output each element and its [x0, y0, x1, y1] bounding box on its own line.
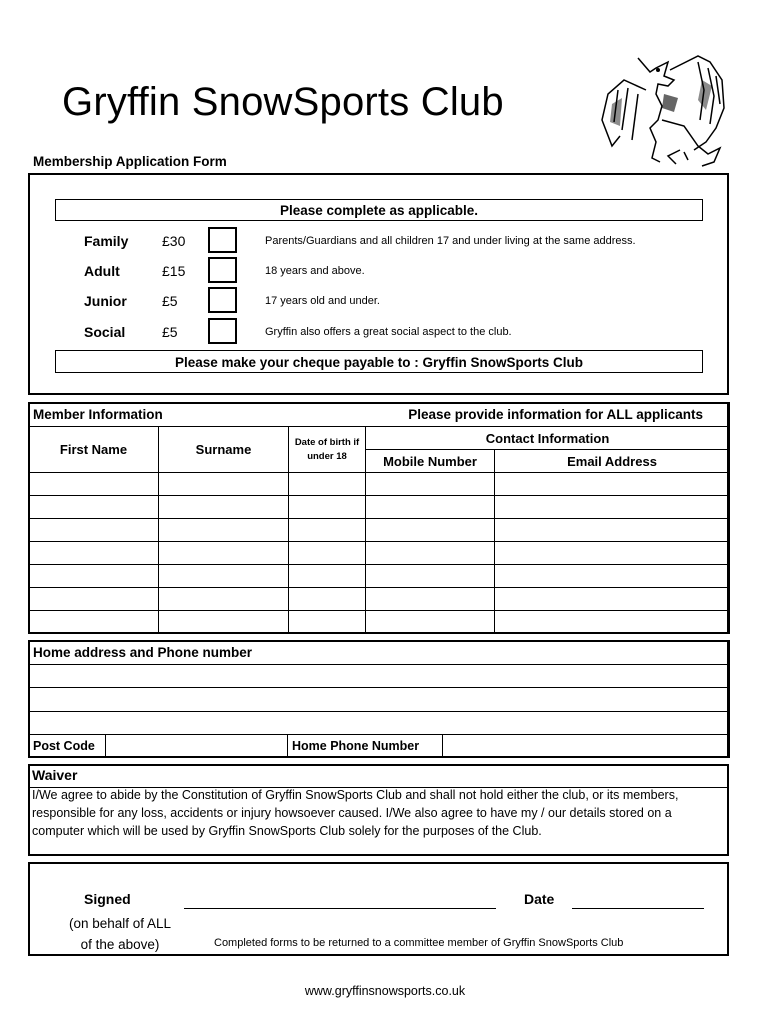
dob-header: Date of birth if under 18: [289, 427, 366, 473]
membership-name: Social: [84, 324, 126, 340]
member-info-note: Please provide information for ALL applicants: [366, 403, 730, 427]
adult-checkbox[interactable]: [208, 257, 237, 283]
membership-name: Family: [84, 233, 129, 249]
surname-cell[interactable]: [159, 496, 289, 519]
home-phone-field[interactable]: [443, 734, 730, 757]
membership-row-adult: [0, 257, 770, 287]
address-line-1[interactable]: [29, 665, 730, 688]
email-cell[interactable]: [495, 473, 730, 496]
website-link[interactable]: www.gryffinsnowsports.co.uk: [304, 984, 466, 998]
first-name-cell[interactable]: [29, 473, 159, 496]
post-code-field[interactable]: [106, 734, 288, 757]
address-line-2[interactable]: [29, 688, 730, 711]
email-cell[interactable]: [495, 565, 730, 588]
table-row: [29, 496, 730, 519]
surname-cell[interactable]: [159, 542, 289, 565]
table-row: [29, 542, 730, 565]
complete-instruction: Please complete as applicable.: [55, 199, 703, 221]
date-label: Date: [524, 891, 555, 907]
membership-row-family: [0, 227, 770, 257]
membership-row-social: [0, 318, 770, 348]
form-subtitle: Membership Application Form: [33, 154, 227, 169]
dob-cell[interactable]: [289, 542, 366, 565]
surname-header: Surname: [159, 427, 289, 473]
membership-description: 17 years old and under.: [265, 295, 380, 307]
first-name-cell[interactable]: [29, 542, 159, 565]
dob-cell[interactable]: [289, 611, 366, 634]
dob-cell[interactable]: [289, 496, 366, 519]
home-phone-label: Home Phone Number: [288, 734, 443, 757]
mobile-cell[interactable]: [366, 565, 495, 588]
membership-row-junior: [0, 287, 770, 317]
mobile-cell[interactable]: [366, 611, 495, 634]
membership-price: £30: [162, 233, 186, 249]
mobile-cell[interactable]: [366, 519, 495, 542]
email-cell[interactable]: [495, 588, 730, 611]
surname-cell[interactable]: [159, 519, 289, 542]
table-row: [29, 565, 730, 588]
waiver-title: Waiver: [28, 764, 729, 788]
member-info-title: Member Information: [29, 403, 366, 427]
address-title: Home address and Phone number: [29, 641, 730, 665]
contact-info-header: Contact Information: [366, 427, 730, 450]
social-checkbox[interactable]: [208, 318, 237, 344]
junior-checkbox[interactable]: [208, 287, 237, 313]
mobile-cell[interactable]: [366, 542, 495, 565]
table-row: [29, 473, 730, 496]
dob-cell[interactable]: [289, 519, 366, 542]
membership-description: Gryffin also offers a great social aspect to the club.: [265, 326, 512, 338]
email-cell[interactable]: [495, 496, 730, 519]
return-note: Completed forms to be returned to a committee member of Gryffin SnowSports Club: [214, 937, 624, 949]
address-line-3[interactable]: [29, 711, 730, 734]
membership-price: £5: [162, 293, 178, 309]
dob-cell[interactable]: [289, 588, 366, 611]
post-code-label: Post Code: [29, 734, 106, 757]
first-name-cell[interactable]: [29, 588, 159, 611]
address-table: [28, 640, 730, 758]
email-address-header: Email Address: [495, 450, 730, 473]
email-cell[interactable]: [495, 611, 730, 634]
membership-name: Junior: [84, 293, 127, 309]
first-name-cell[interactable]: [29, 611, 159, 634]
membership-price: £5: [162, 324, 178, 340]
membership-price: £15: [162, 263, 186, 279]
behalf-line-1: (on behalf of ALL: [68, 916, 172, 931]
date-line[interactable]: [572, 908, 704, 909]
email-cell[interactable]: [495, 542, 730, 565]
gryphon-logo-icon: [598, 50, 728, 170]
surname-cell[interactable]: [159, 473, 289, 496]
signature-line[interactable]: [184, 908, 496, 909]
mobile-cell[interactable]: [366, 588, 495, 611]
behalf-line-2: of the above): [80, 937, 160, 952]
family-checkbox[interactable]: [208, 227, 237, 253]
table-row: [29, 588, 730, 611]
mobile-cell[interactable]: [366, 473, 495, 496]
waiver-text: I/We agree to abide by the Constitution of Gryffin SnowSports Club and shall not hold either the club, or its members, responsible for any loss, accidents or injury howsoever caused. I/We also agree to have my / our details stored on a computer which will be used by Gryffin SnowSports Club solely for the purposes of the Club.: [32, 788, 679, 838]
surname-cell[interactable]: [159, 565, 289, 588]
first-name-cell[interactable]: [29, 519, 159, 542]
member-info-table: [28, 402, 730, 634]
first-name-cell[interactable]: [29, 496, 159, 519]
membership-description: 18 years and above.: [265, 265, 365, 277]
table-row: [29, 611, 730, 634]
table-row: [29, 519, 730, 542]
surname-cell[interactable]: [159, 588, 289, 611]
dob-cell[interactable]: [289, 565, 366, 588]
mobile-number-header: Mobile Number: [366, 450, 495, 473]
cheque-note: Please make your cheque payable to : Gryffin SnowSports Club: [55, 350, 703, 373]
page-title: Gryffin SnowSports Club: [62, 80, 504, 124]
email-cell[interactable]: [495, 519, 730, 542]
membership-description: Parents/Guardians and all children 17 and under living at the same address.: [265, 235, 636, 247]
signed-label: Signed: [84, 891, 131, 907]
dob-cell[interactable]: [289, 473, 366, 496]
first-name-header: First Name: [29, 427, 159, 473]
mobile-cell[interactable]: [366, 496, 495, 519]
first-name-cell[interactable]: [29, 565, 159, 588]
surname-cell[interactable]: [159, 611, 289, 634]
membership-name: Adult: [84, 263, 120, 279]
behalf-note: [60, 913, 180, 955]
